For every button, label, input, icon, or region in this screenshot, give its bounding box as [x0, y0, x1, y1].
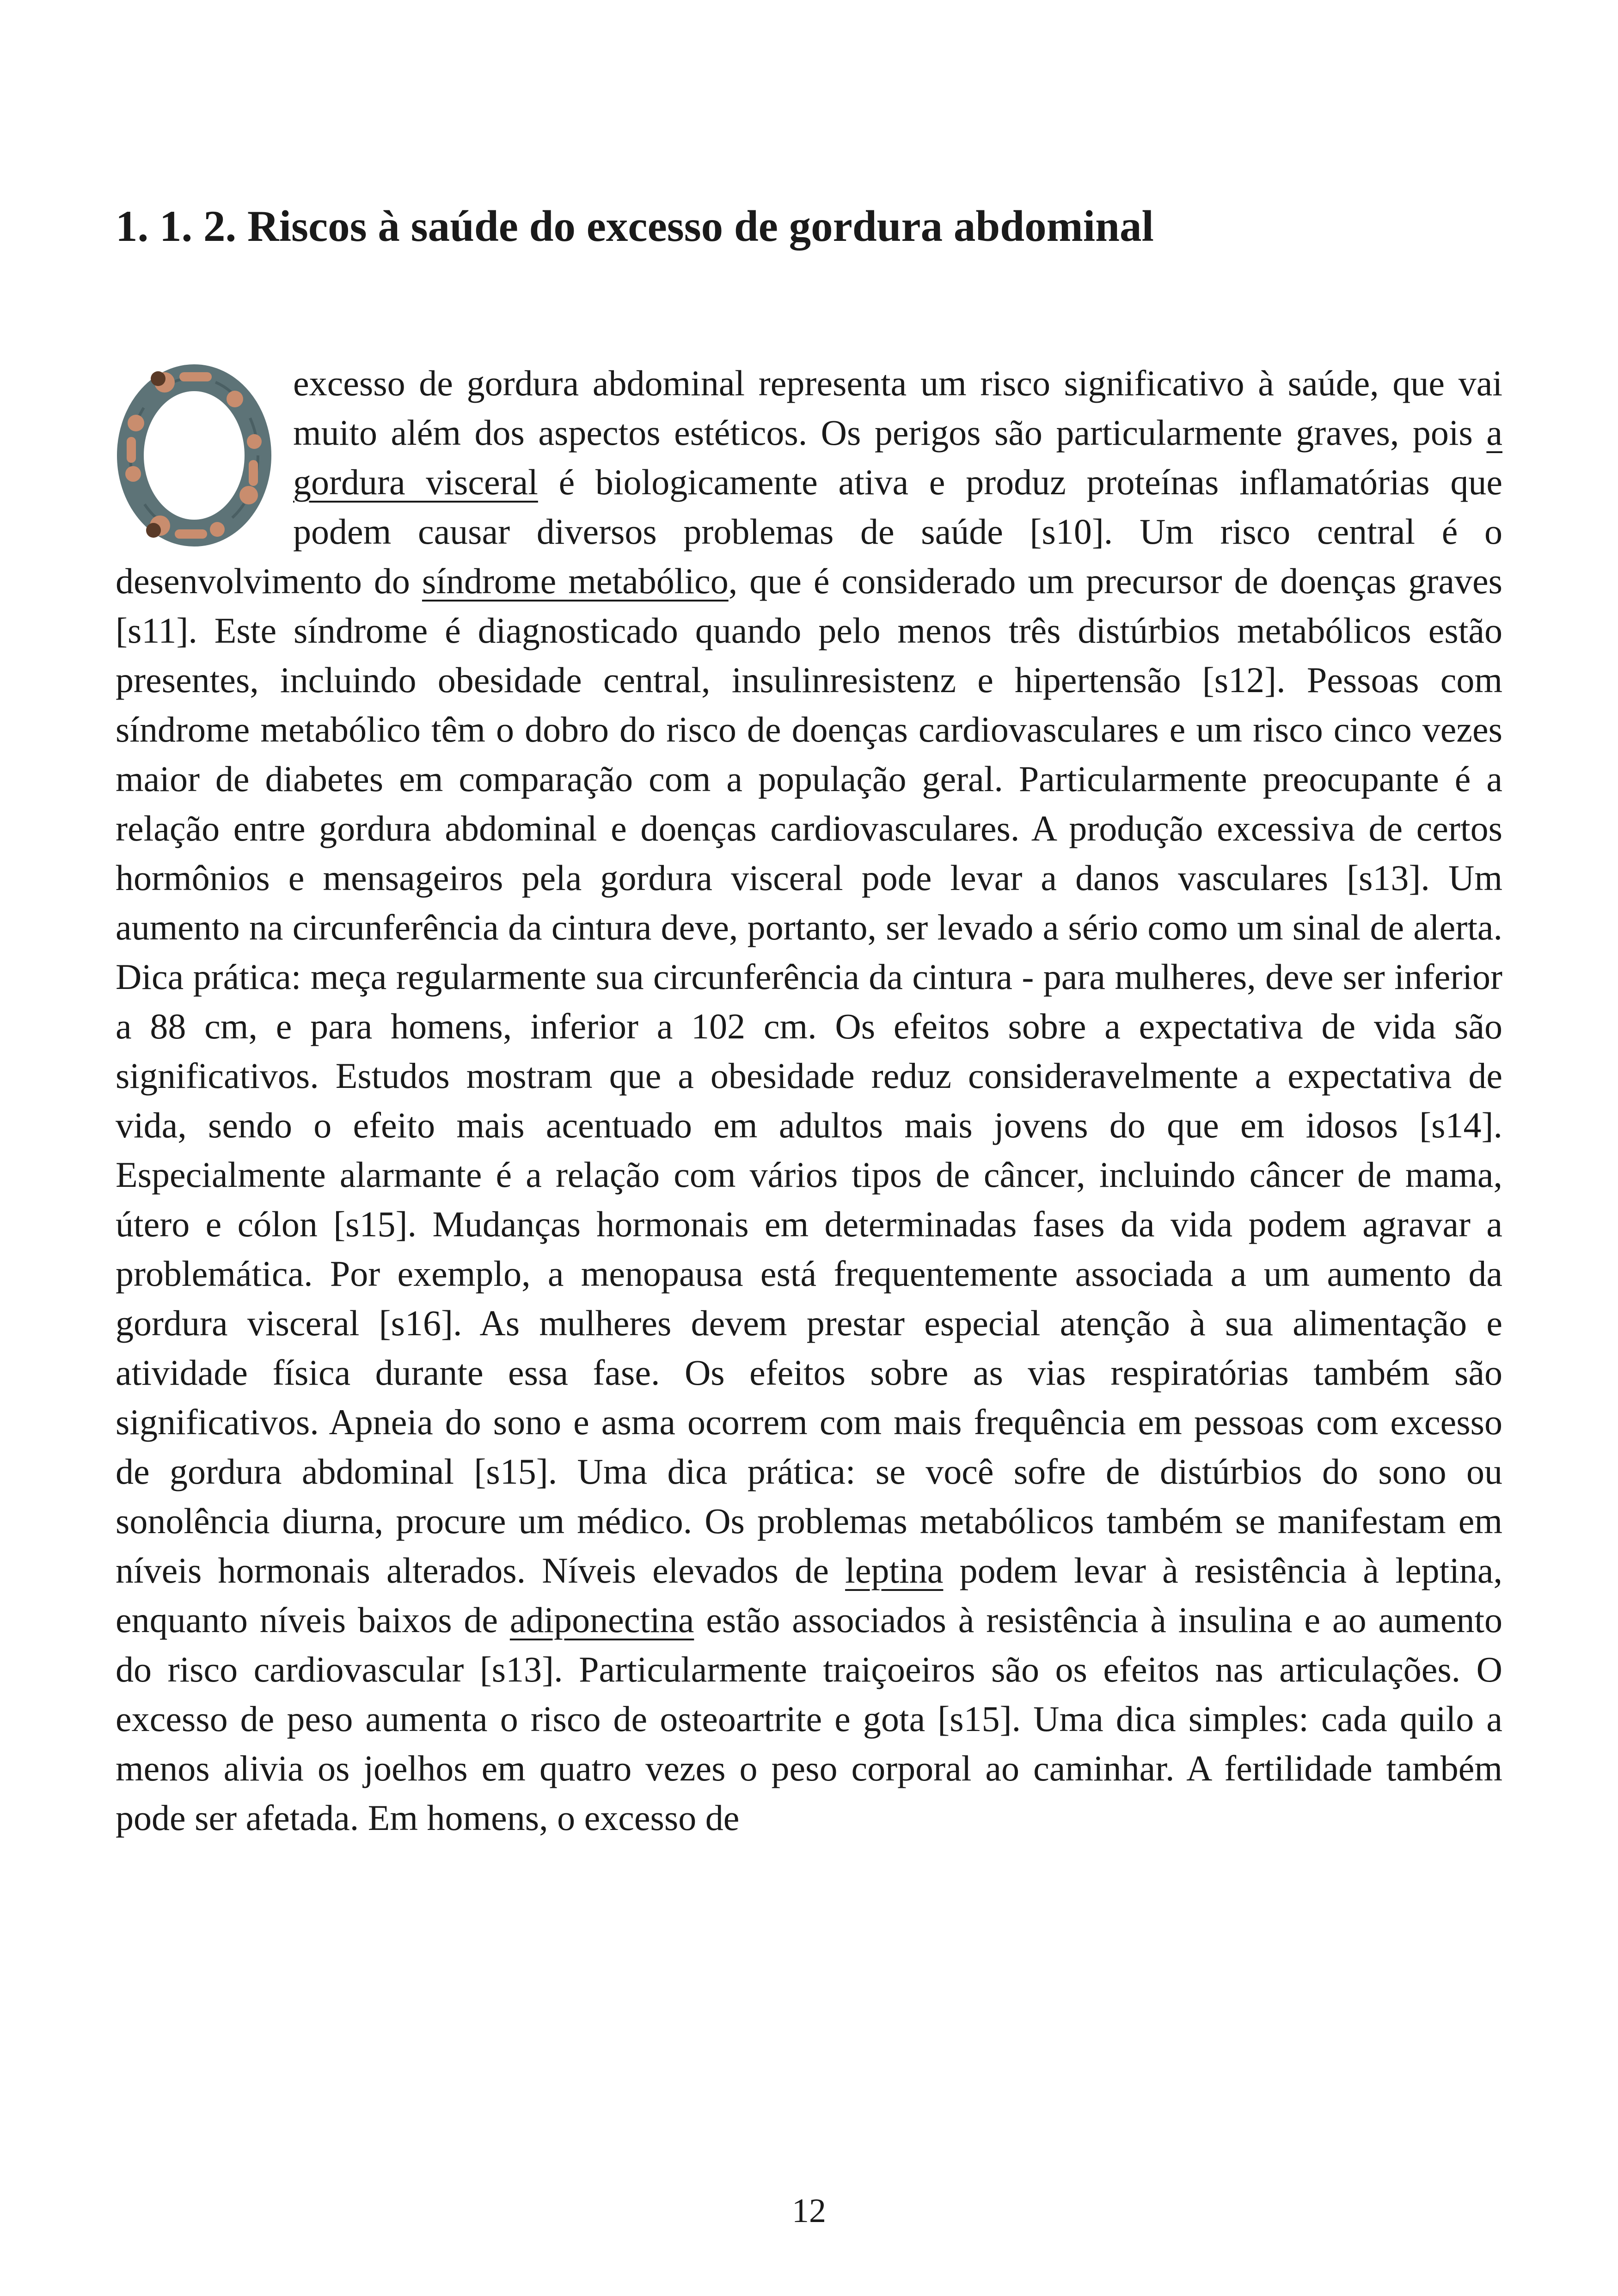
link-sindrome-metabolico[interactable]: síndrome metabólico [422, 561, 729, 601]
body-text-segment: , que é considerado um precursor de doenças graves [s11]. Este síndrome é diagnosticado quando pelo menos três distúrbios metabólicos estão presentes, incluindo obesidade central, insulinresistenz e hipertensão [s12]. Pessoas com síndrome metabólico têm o dobro do risco de doenças cardiovasculares e um risco cinco vezes maior de diabetes em comparação com a população geral. Particularmente preocupante é a relação entre gordura abdominal e doenças cardiovasculares. A produção excessiva de certos hormônios e mensageiros pela gordura visceral pode levar a danos vasculares [s13]. Um aumento na circunferência da cintura deve, portanto, ser levado a sério como um sinal de alerta. Dica prática: meça regularmente sua circunferência da cintura - para mulheres, deve ser inferior a 88 cm, e para homens, inferior a 102 cm. Os efeitos sobre a expectativa de vida são significativos. Estudos mostram que a obesidade reduz consideravelmente a expectativa de vida, sendo o efeito mais acentuado em adultos mais jovens do que em idosos [s14]. Especialmente alarmante é a relação com vários tipos de câncer, incluindo câncer de mama, útero e cólon [s15]. Mudanças hormonais em determinadas fases da vida podem agravar a problemática. Por exemplo, a menopausa está frequentemente associada a um aumento da gordura visceral [s16]. As mulheres devem prestar especial atenção à sua alimentação e atividade física durante essa fase. Os efeitos sobre as vias respiratórias também são significativos. Apneia do sono e asma ocorrem com mais frequência em pessoas com excesso de gordura abdominal [s15]. Uma dica prática: se você sofre de distúrbios do sono ou sonolência diurna, procure um médico. Os problemas metabólicos também se manifestam em níveis hormonais alterados. Níveis elevados de [116, 561, 1502, 1590]
body-paragraph [116, 358, 1502, 1842]
body-text-segment: é biologicamente ativa e produz proteínas inflamatórias que podem causar diversos problemas de saúde [s10]. Um risco central é o desenvolvimento do [116, 462, 1502, 601]
page-number: 12 [792, 2192, 826, 2230]
document-page [116, 0, 1502, 2296]
drop-cap-o-icon [110, 363, 281, 548]
section-heading: 1. 1. 2. Riscos à saúde do excesso de gordura abdominal [116, 202, 1154, 251]
link-gordura-visceral[interactable]: a gordura visceral [293, 412, 1502, 502]
body-text-segment: estão associados à resistência à insulina e ao aumento do risco cardiovascular [s13]. Particularmente traiçoeiros são os efeitos nas articulações. O excesso de peso aumenta o risco de osteoartrite e gota [s15]. Uma dica simples: cada quilo a menos alivia os joelhos em quatro vezes o peso corporal ao caminhar. A fertilidade também pode ser afetada. Em homens, o excesso de [116, 1600, 1502, 1838]
link-leptina[interactable]: leptina [845, 1550, 944, 1590]
body-text-segment: excesso de gordura abdominal representa um risco significativo à saúde, que vai muito além dos aspectos estéticos. Os perigos são particularmente graves, pois [293, 363, 1502, 453]
body-text-segment: podem levar à resistência à leptina, enquanto níveis baixos de [116, 1550, 1502, 1640]
link-adiponectina[interactable]: adiponectina [509, 1600, 694, 1640]
